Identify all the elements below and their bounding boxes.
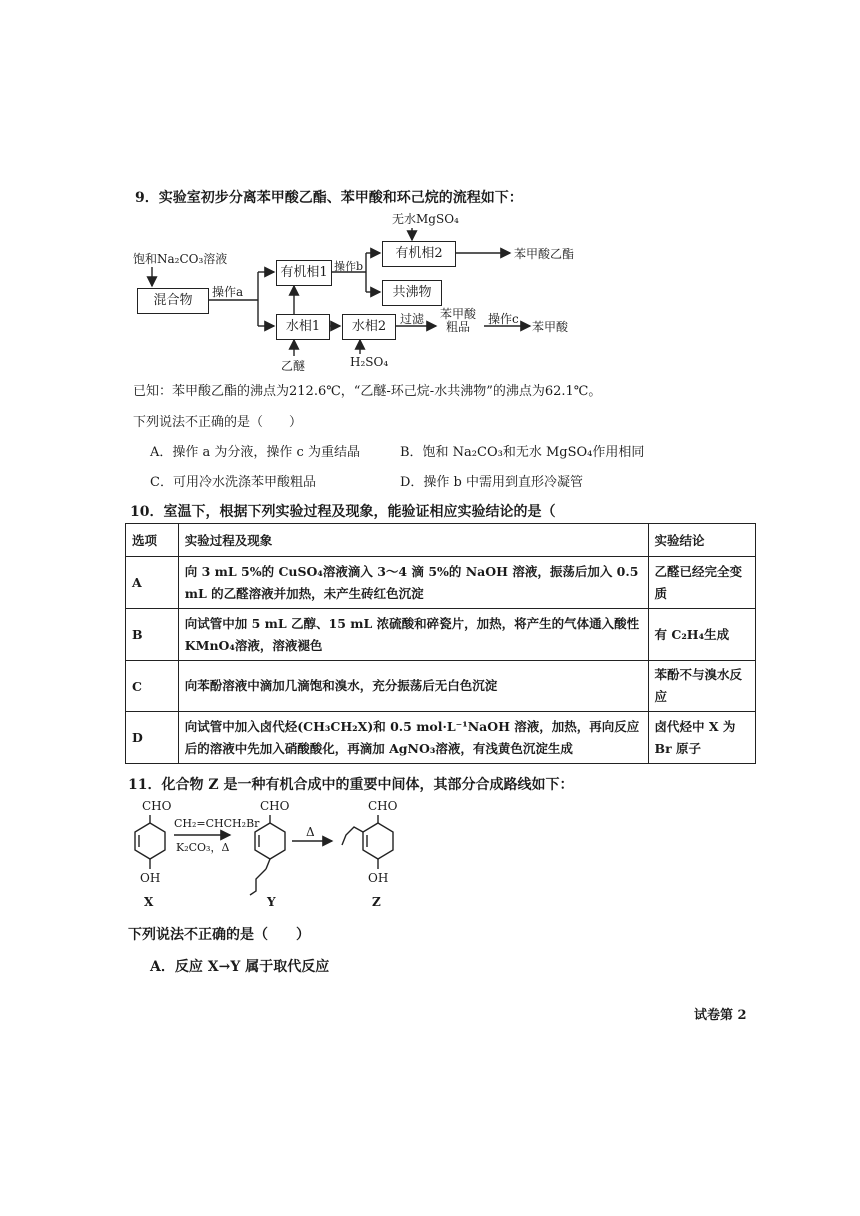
q9-option-d: D．操作 b 中需用到直形冷凝管 xyxy=(400,475,584,490)
product-benzoic-acid: 苯甲酸 xyxy=(532,320,569,334)
row-b-option: B xyxy=(126,609,179,661)
table-row xyxy=(126,661,756,712)
table-header-row xyxy=(126,524,756,557)
q11-ask: 下列说法不正确的是（ ） xyxy=(128,927,310,943)
op-c-label: 操作c xyxy=(488,312,519,326)
label-z: Z xyxy=(372,895,381,909)
box-azeotrope: 共沸物 xyxy=(382,280,442,306)
label-x: X xyxy=(144,895,154,909)
heat-symbol: Δ xyxy=(306,825,315,839)
q9-ask: 下列说法不正确的是（ ） xyxy=(133,415,303,430)
x-cho: CHO xyxy=(142,799,172,813)
y-cho: CHO xyxy=(260,799,290,813)
crude-line-1: 苯甲酸 xyxy=(440,307,477,321)
ether-label: 乙醚 xyxy=(281,359,306,373)
header-procedure: 实验过程及现象 xyxy=(178,524,648,557)
row-b-procedure: 向试管中加 5 mL 乙醇、15 mL 浓硫酸和碎瓷片，加热，将产生的气体通入酸性 KMnO₄溶液，溶液褪色 xyxy=(178,609,648,661)
box-mixture: 混合物 xyxy=(137,288,209,314)
q11-reaction-scheme xyxy=(120,795,420,915)
mgso4-label: 无水MgSO₄ xyxy=(392,212,459,226)
row-a-option: A xyxy=(126,557,179,609)
q11-option-a: A．反应 X→Y 属于取代反应 xyxy=(150,959,330,975)
h2so4-label: H₂SO₄ xyxy=(350,355,389,369)
row-d-option: D xyxy=(126,712,179,764)
crude-label xyxy=(440,308,476,334)
row-c-conclusion: 苯酚不与溴水反应 xyxy=(648,661,755,712)
row-b-conclusion: 有 C₂H₄生成 xyxy=(648,609,755,661)
x-oh: OH xyxy=(140,871,161,885)
reagent-k2co3: K₂CO₃，Δ xyxy=(176,841,230,854)
table-row xyxy=(126,609,756,661)
table-row xyxy=(126,557,756,609)
op-b-label: 操作b xyxy=(334,260,364,273)
row-c-option: C xyxy=(126,661,179,712)
q9-flowchart xyxy=(0,0,860,380)
q9-option-b: B．饱和 Na₂CO₃和无水 MgSO₄作用相同 xyxy=(400,445,645,460)
box-organic-2: 有机相2 xyxy=(382,241,456,267)
na2co3-label: 饱和Na₂CO₃溶液 xyxy=(133,252,228,266)
op-a-label: 操作a xyxy=(212,285,244,299)
q11-stem: 11．化合物 Z 是一种有机合成中的重要中间体，其部分合成路线如下： xyxy=(128,777,574,793)
q10-stem: 10．室温下，根据下列实验过程及现象，能验证相应实验结论的是（ xyxy=(130,504,556,520)
header-option: 选项 xyxy=(126,524,179,557)
flowchart-arrows xyxy=(0,0,860,380)
row-d-conclusion: 卤代烃中 X 为 Br 原子 xyxy=(648,712,755,764)
page-footer: 试卷第 2 xyxy=(694,1008,747,1023)
q9-option-a: A．操作 a 为分液，操作 c 为重结晶 xyxy=(150,445,360,460)
row-c-procedure: 向苯酚溶液中滴加几滴饱和溴水，充分振荡后无白色沉淀 xyxy=(178,661,648,712)
z-oh: OH xyxy=(368,871,389,885)
row-a-procedure: 向 3 mL 5%的 CuSO₄溶液滴入 3～4 滴 5%的 NaOH 溶液，振荡后加入 0.5 mL 的乙醛溶液并加热，未产生砖红色沉淀 xyxy=(178,557,648,609)
table-row xyxy=(126,712,756,764)
row-d-procedure: 向试管中加入卤代烃(CH₃CH₂X)和 0.5 mol·L⁻¹NaOH 溶液，加热，再向反应后的溶液中先加入硝酸酸化，再滴加 AgNO₃溶液，有浅黄色沉淀生成 xyxy=(178,712,648,764)
q9-known: 已知：苯甲酸乙酯的沸点为212.6℃，“乙醚-环己烷-水共沸物”的沸点为62.1℃。 xyxy=(133,384,602,399)
filter-label: 过滤 xyxy=(400,312,425,326)
box-aqueous-2: 水相2 xyxy=(342,314,396,340)
header-conclusion: 实验结论 xyxy=(648,524,755,557)
label-y: Y xyxy=(267,895,276,909)
z-cho: CHO xyxy=(368,799,398,813)
q9-stem: 9．实验室初步分离苯甲酸乙酯、苯甲酸和环己烷的流程如下： xyxy=(135,190,523,206)
product-ethyl-benzoate: 苯甲酸乙酯 xyxy=(514,247,575,261)
box-aqueous-1: 水相1 xyxy=(276,314,330,340)
crude-line-2: 粗品 xyxy=(446,320,471,334)
row-a-conclusion: 乙醛已经完全变质 xyxy=(648,557,755,609)
q9-option-c: C．可用冷水洗涤苯甲酸粗品 xyxy=(150,475,316,490)
box-organic-1: 有机相1 xyxy=(276,260,332,286)
q10-table xyxy=(125,523,756,764)
reagent-allyl-bromide: CH₂=CHCH₂Br xyxy=(174,817,260,830)
